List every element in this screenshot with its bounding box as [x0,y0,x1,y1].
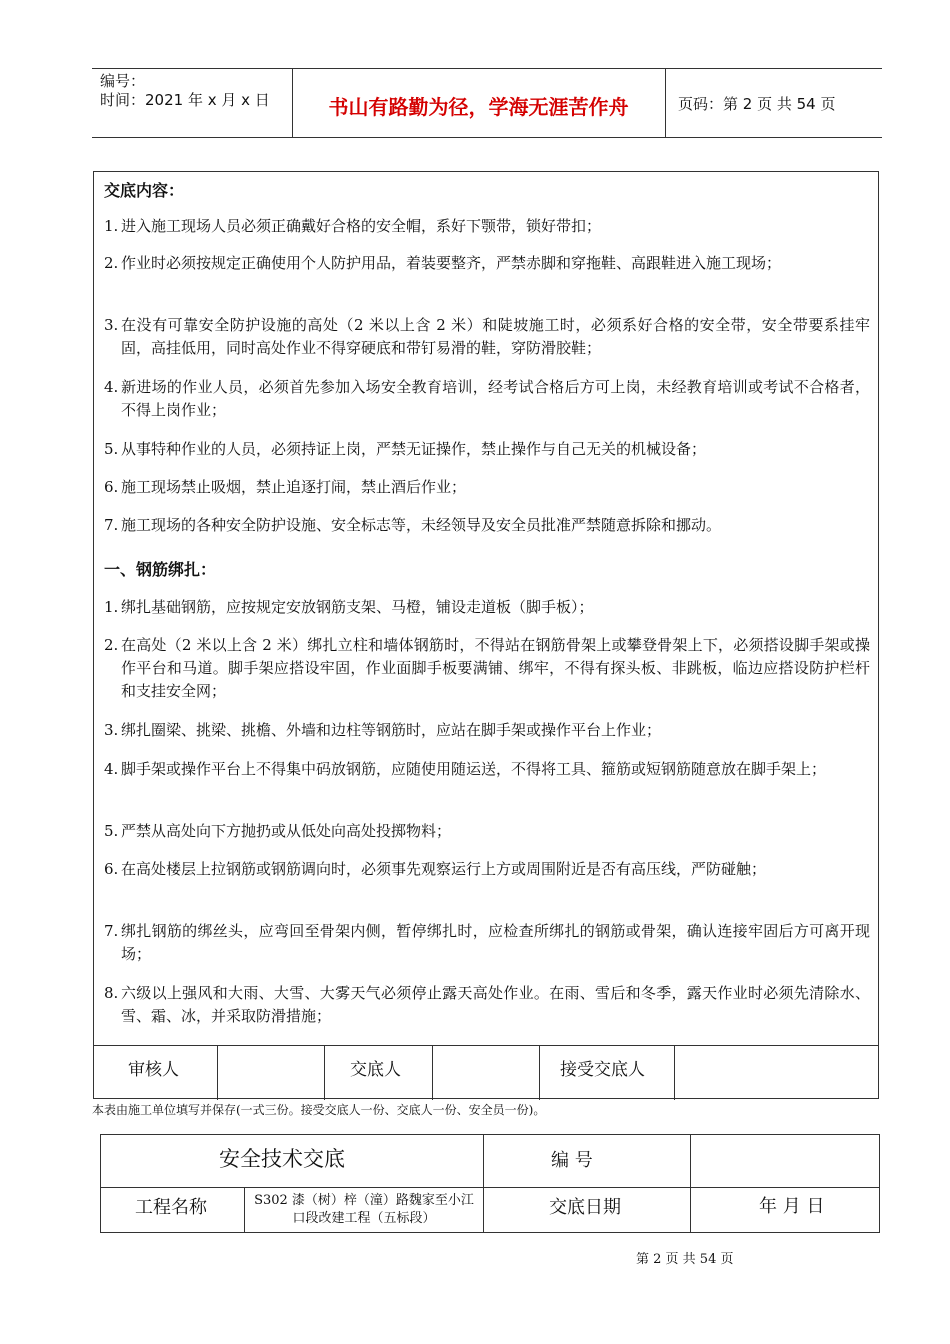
header-page-label: 页码：第 2 页 共 54 页 [678,95,836,113]
date-label: 交底日期 [549,1197,621,1218]
form-title: 安全技术交底 [219,1147,345,1171]
list-item [104,982,870,1028]
list-item [104,215,870,238]
list-item [104,376,870,422]
safety-form-table [100,1134,880,1233]
cell-divider [539,1046,541,1100]
item-text: 施工现场的各种安全防护设施、安全标志等，未经领导及安全员批准严禁随意拆除和挪动。 [121,516,722,534]
date-value: 年 月 日 [759,1196,825,1217]
item-number: 7. [104,922,119,940]
header-divider [665,69,666,137]
item-number: 2. [104,254,119,272]
cell-divider [217,1046,219,1100]
list-item [104,634,870,703]
item-text: 六级以上强风和大雨、大雪、大雾天气必须停止露天高处作业。在雨、雪后和冬季，露天作业时必须先清除水、雪、霜、冰，并采取防滑措施； [121,984,870,1025]
item-text: 作业时必须按规定正确使用个人防护用品，着装要整齐，严禁赤脚和穿拖鞋、高跟鞋进入施工现场； [121,254,782,272]
row-divider [101,1187,879,1188]
item-number: 5. [104,440,119,458]
page-header [92,68,882,138]
cell-divider [674,1046,676,1100]
item-number: 3. [104,316,119,334]
list-item [104,758,870,781]
number-label: 编 号 [551,1150,593,1171]
rebar-section-title: 一、钢筋绑扎： [104,560,217,579]
item-number: 6. [104,860,119,878]
list-item [104,920,870,966]
cell-divider [432,1046,434,1100]
item-number: 1. [104,598,119,616]
list-item [104,596,870,619]
list-item [104,314,870,360]
item-text: 在高处（2 米以上含 2 米）绑扎立柱和墙体钢筋时，不得站在钢筋骨架上或攀登骨架上下，必须搭设脚手架或操作平台和马道。脚手架应搭设牢固，作业面脚手板要满铺、绑牢，不得有探头板、非跳板，临边应搭设防护栏杆和支挂安全网； [121,636,870,700]
cell-divider [690,1135,691,1232]
list-item [104,438,870,461]
time-label: 时间：2021 年 x 月 x 日 [100,91,270,109]
item-text: 进入施工现场人员必须正确戴好合格的安全帽，系好下颚带，锁好带扣； [121,217,602,235]
list-item [104,476,870,499]
item-text: 绑扎钢筋的绑丝头，应弯回至骨架内侧，暂停绑扎时，应检查所绑扎的钢筋或骨架，确认连接牢固后方可离开现场； [121,922,870,963]
item-text: 绑扎圈梁、挑梁、挑檐、外墙和边柱等钢筋时，应站在脚手架或操作平台上作业； [121,721,662,739]
list-item [104,514,870,537]
project-name-label: 工程名称 [135,1197,207,1218]
item-number: 7. [104,516,119,534]
signature-row [94,1045,878,1100]
list-item [104,820,870,843]
header-motto: 书山有路勤为径，学海无涯苦作舟 [328,95,629,119]
list-item [104,719,870,742]
cell-divider [324,1046,326,1100]
footnote: 本表由施工单位填写并保存(一式三份。接受交底人一份、交底人一份、安全员一份)。 [92,1103,546,1117]
item-text: 在高处楼层上拉钢筋或钢筋调向时，必须事先观察运行上方或周围附近是否有高压线，严防碰触； [121,860,767,878]
reviewer-label: 审核人 [128,1060,179,1080]
list-item [104,858,870,881]
item-text: 从事特种作业的人员，必须持证上岗，严禁无证操作，禁止操作与自己无关的机械设备； [121,440,707,458]
discloser-label: 交底人 [350,1060,401,1080]
item-text: 绑扎基础钢筋，应按规定安放钢筋支架、马橙，铺设走道板（脚手板）； [121,598,594,616]
receiver-label: 接受交底人 [560,1060,645,1080]
item-text: 严禁从高处向下方抛扔或从低处向高处投掷物料； [121,822,452,840]
item-number: 6. [104,478,119,496]
item-number: 1. [104,217,119,235]
header-meta [100,72,270,110]
cell-divider [483,1135,484,1232]
item-number: 8. [104,984,119,1002]
item-text: 在没有可靠安全防护设施的高处（2 米以上含 2 米）和陡坡施工时，必须系好合格的安全带，安全带要系挂牢固，高挂低用，同时高处作业不得穿硬底和带钉易滑的鞋，穿防滑胶鞋； [121,316,870,357]
cell-divider [244,1187,245,1232]
item-number: 4. [104,378,119,396]
item-number: 2. [104,636,119,654]
section-title: 交底内容： [104,181,185,200]
item-text: 脚手架或操作平台上不得集中码放钢筋，应随使用随运送，不得将工具、箍筋或短钢筋随意放在脚手架上； [121,760,827,778]
number-label: 编号： [100,72,146,90]
item-text: 施工现场禁止吸烟，禁止追逐打闹，禁止酒后作业； [121,478,467,496]
project-name-value: S302 漆（树）梓（潼）路魏家至小江口段改建工程（五标段） [254,1193,474,1226]
disclosure-content-box [93,171,879,1099]
list-item [104,252,870,275]
item-text: 新进场的作业人员，必须首先参加入场安全教育培训，经考试合格后方可上岗，未经教育培训或考试不合格者，不得上岗作业； [121,378,870,419]
item-number: 4. [104,760,119,778]
item-number: 3. [104,721,119,739]
item-number: 5. [104,822,119,840]
page-footer: 第 2 页 共 54 页 [636,1252,734,1267]
